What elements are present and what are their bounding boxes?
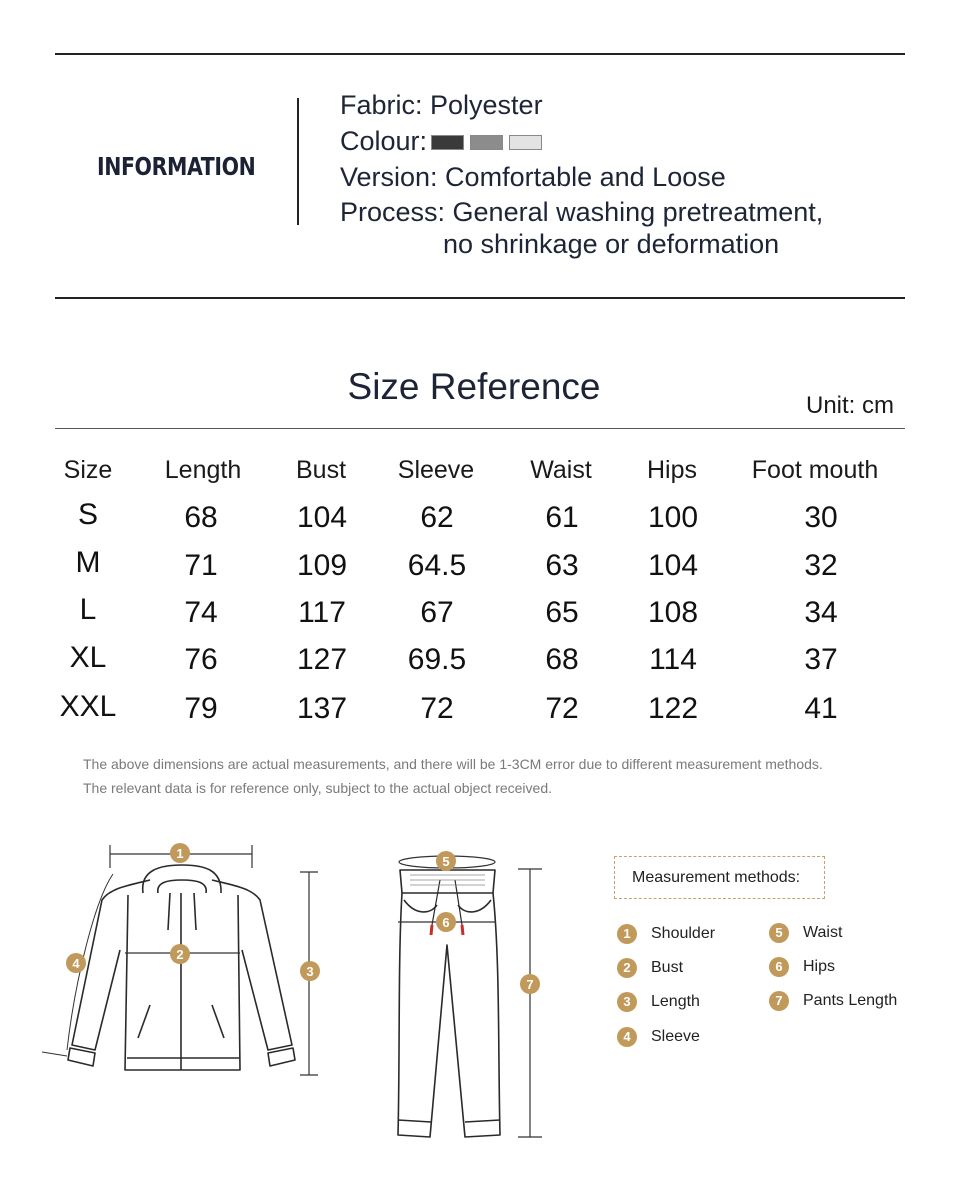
badge-2 [170, 944, 190, 964]
table-cell: 100 [647, 501, 699, 534]
svg-text:7: 7 [526, 977, 534, 992]
table-cell: 122 [647, 692, 699, 725]
legend-item-waist [769, 923, 842, 943]
table-cell: M [75, 546, 101, 579]
legend-label: Waist [803, 924, 843, 941]
legend-number: 1 [617, 924, 637, 944]
svg-text:6: 6 [442, 915, 450, 930]
table-cell: 79 [184, 692, 218, 725]
table-cell: 72 [420, 692, 454, 725]
header-sleeve: Sleeve [397, 456, 475, 484]
reference-note: The relevant data is for reference only, subject to the actual object received. [83, 780, 552, 796]
legend-number: 2 [617, 958, 637, 978]
table-cell: 30 [804, 501, 838, 534]
table-cell: S [77, 498, 98, 531]
fabric-spec: Fabric: Polyester [340, 90, 543, 120]
table-cell: 62 [420, 501, 454, 534]
table-cell: 71 [184, 549, 218, 582]
middle-divider [55, 297, 905, 299]
table-cell: 64.5 [407, 549, 467, 582]
table-cell: 109 [296, 549, 348, 582]
measurement-badges [66, 843, 540, 994]
table-cell: L [79, 593, 97, 626]
svg-text:5: 5 [442, 854, 450, 869]
badge-5 [436, 851, 456, 871]
table-divider [55, 428, 905, 429]
measurement-methods-title: Measurement methods: [614, 856, 825, 899]
table-cell: 69.5 [407, 643, 467, 676]
legend-item-bust [617, 958, 683, 978]
version-spec: Version: Comfortable and Loose [340, 162, 726, 192]
legend-item-pants-length [769, 991, 897, 1011]
legend-item-shoulder [617, 924, 715, 944]
legend-number: 7 [769, 991, 789, 1011]
legend-item-length [617, 992, 700, 1012]
garment-diagrams [0, 830, 560, 1160]
svg-text:3: 3 [306, 964, 314, 979]
header-length: Length [164, 456, 242, 484]
table-cell: 32 [804, 549, 838, 582]
table-cell: 34 [804, 596, 838, 629]
header-hips: Hips [646, 456, 697, 484]
table-cell: XL [69, 641, 107, 674]
measurement-note: The above dimensions are actual measurements, and there will be 1-3CM error due to different measurement methods. [83, 756, 823, 772]
colour-swatch-grey [470, 135, 503, 150]
legend-label: Pants Length [803, 992, 898, 1009]
table-cell: 117 [298, 596, 346, 629]
header-foot-mouth: Foot mouth [751, 456, 879, 484]
badge-7 [520, 974, 540, 994]
legend-label: Sleeve [651, 1028, 700, 1045]
process-spec: Process: General washing pretreatment, [340, 197, 824, 227]
colour-swatch-dark [431, 135, 464, 150]
badge-6 [436, 912, 456, 932]
svg-text:1: 1 [176, 846, 184, 861]
badge-1 [170, 843, 190, 863]
table-cell: 104 [647, 549, 699, 582]
legend-number: 4 [617, 1027, 637, 1047]
colour-label: Colour: [340, 126, 428, 156]
legend-label: Bust [651, 959, 684, 976]
table-cell: XXL [59, 690, 117, 723]
table-cell: 114 [649, 643, 697, 676]
process-spec-continued: no shrinkage or deformation [443, 229, 780, 259]
table-cell: 108 [647, 596, 699, 629]
legend-item-hips [769, 957, 835, 977]
legend-number: 3 [617, 992, 637, 1012]
badge-3 [300, 961, 320, 981]
pants-illustration [398, 870, 500, 1137]
table-cell: 72 [545, 692, 579, 725]
table-cell: 37 [804, 643, 838, 676]
table-cell: 61 [545, 501, 579, 534]
svg-text:4: 4 [72, 956, 80, 971]
legend-number: 5 [769, 923, 789, 943]
legend-label: Shoulder [651, 925, 716, 942]
table-cell: 76 [184, 643, 218, 676]
badge-4 [66, 953, 86, 973]
unit-label: Unit: cm [806, 392, 895, 419]
legend-label: Hips [803, 958, 836, 975]
table-cell: 137 [296, 692, 348, 725]
table-cell: 74 [184, 596, 218, 629]
information-vertical-divider [297, 98, 299, 225]
table-cell: 65 [545, 596, 579, 629]
legend-label: Length [651, 993, 700, 1010]
table-cell: 41 [804, 692, 838, 725]
table-cell: 104 [296, 501, 348, 534]
header-size: Size [63, 456, 113, 484]
legend-item-sleeve [617, 1027, 700, 1047]
legend-number: 6 [769, 957, 789, 977]
header-waist: Waist [530, 456, 592, 484]
top-divider [55, 53, 905, 55]
table-cell: 68 [545, 643, 579, 676]
colour-spec [340, 126, 542, 157]
size-reference-title: Size Reference [347, 366, 601, 407]
table-cell: 68 [184, 501, 218, 534]
header-bust: Bust [295, 456, 347, 484]
table-cell: 63 [545, 549, 579, 582]
table-cell: 67 [420, 596, 454, 629]
table-cell: 127 [296, 643, 348, 676]
svg-text:2: 2 [176, 947, 184, 962]
colour-swatch-light [509, 135, 542, 150]
pants-measure-lines [398, 856, 542, 1137]
information-heading: INFORMATION [97, 152, 256, 181]
